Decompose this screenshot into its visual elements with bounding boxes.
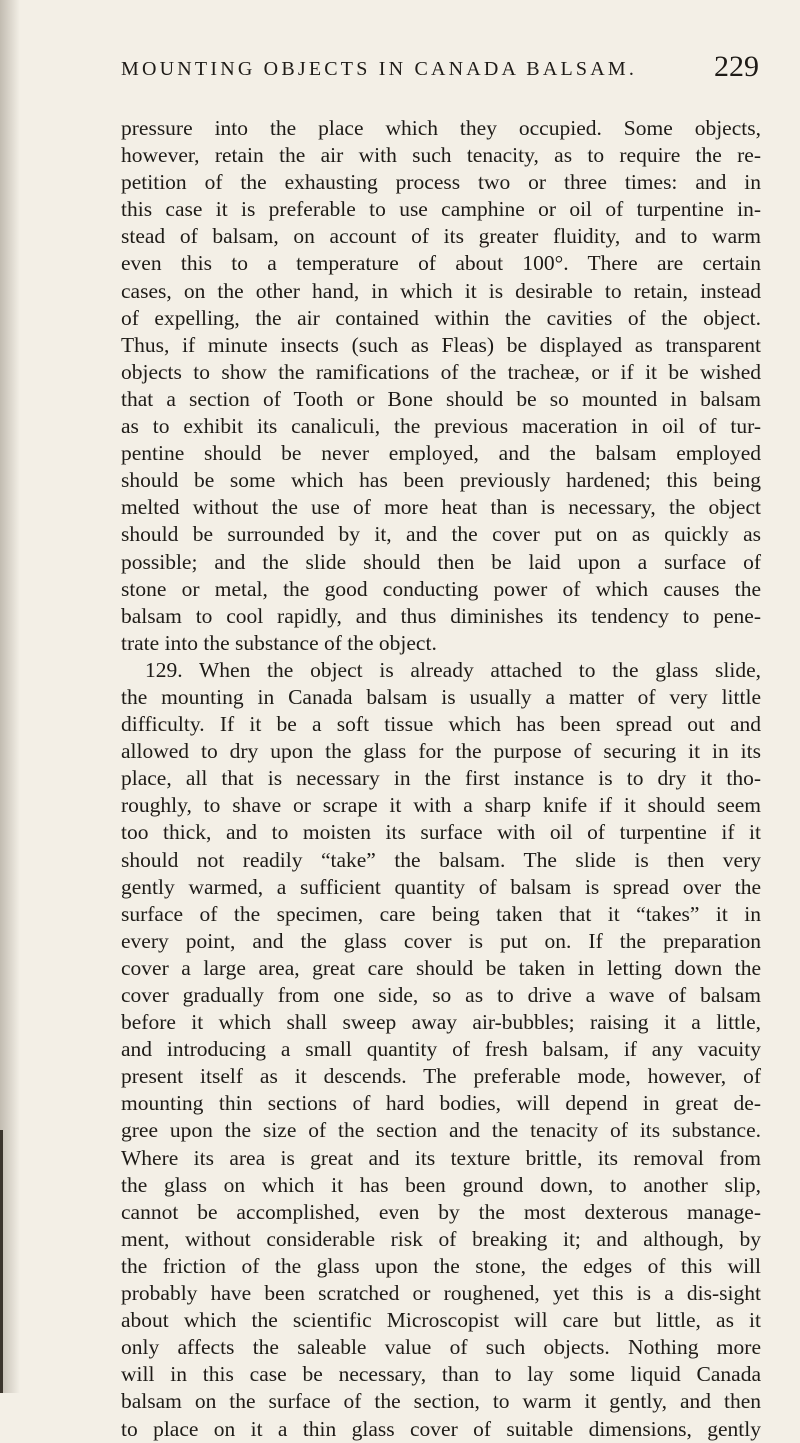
text-line: the mounting in Canada balsam is usually a matter of very little	[121, 684, 761, 709]
text-line: this case it is preferable to use camphine or oil of turpentine in-	[121, 197, 761, 222]
text-line: as to exhibit its canaliculi, the previous maceration in oil of tur-	[121, 414, 761, 439]
text-line: probably have been scratched or roughened, yet this is a dis-sight	[121, 1281, 761, 1306]
text-line: stone or metal, the good conducting power of which causes the	[121, 576, 761, 601]
text-line: cover a large area, great care should be taken in letting down the	[121, 955, 761, 980]
text-line: Where its area is great and its texture brittle, its removal from	[121, 1145, 761, 1170]
text-line: even this to a temperature of about 100°. There are certain	[121, 251, 761, 276]
text-line: about which the scientific Microscopist will care but little, as it	[121, 1308, 761, 1333]
text-line: every point, and the glass cover is put on. If the preparation	[121, 928, 761, 953]
text-line: ment, without considerable risk of breaking it; and although, by	[121, 1226, 761, 1251]
gutter-mark	[0, 1130, 3, 1393]
text-line: only affects the saleable value of such objects. Nothing more	[121, 1335, 761, 1360]
text-line: before it which shall sweep away air-bubbles; raising it a little,	[121, 1010, 761, 1035]
text-line: balsam on the surface of the section, to warm it gently, and then	[121, 1389, 761, 1414]
text-line: cannot be accomplished, even by the most dexterous manage-	[121, 1199, 761, 1224]
text-line: the glass on which it has been ground down, to another slip,	[121, 1172, 761, 1197]
text-line: should be some which has been previously hardened; this being	[121, 468, 761, 493]
text-line: however, retain the air with such tenacity, as to require the re-	[121, 143, 761, 168]
text-line: melted without the use of more heat than is necessary, the object	[121, 495, 761, 520]
text-line: allowed to dry upon the glass for the purpose of securing it in its	[121, 739, 761, 764]
text-line: and introducing a small quantity of fresh balsam, if any vacuity	[121, 1037, 761, 1062]
text-line: that a section of Tooth or Bone should be so mounted in balsam	[121, 386, 761, 411]
text-line: present itself as it descends. The preferable mode, however, of	[121, 1064, 761, 1089]
text-line: should be surrounded by it, and the cover put on as quickly as	[121, 522, 761, 547]
text-line: should not readily “take” the balsam. The slide is then very	[121, 847, 761, 872]
text-line: place, all that is necessary in the first instance is to dry it tho-	[121, 766, 761, 791]
body-text	[121, 115, 761, 1443]
text-line: the friction of the glass upon the stone, the edges of this will	[121, 1253, 761, 1278]
text-line: objects to show the ramifications of the tracheæ, or if it be wished	[121, 359, 761, 384]
text-line: cover gradually from one side, so as to drive a wave of balsam	[121, 983, 761, 1007]
text-line: surface of the specimen, care being taken that it “takes” it in	[121, 901, 761, 926]
text-line: gree upon the size of the section and the tenacity of its substance.	[121, 1118, 761, 1143]
spine-shadow	[0, 0, 20, 1393]
section-start-line: 129. When the object is already attached to the glass slide,	[145, 657, 761, 682]
page-number: 229	[714, 50, 759, 83]
text-line: gently warmed, a sufficient quantity of balsam is spread over the	[121, 874, 761, 899]
text-line: difficulty. If it be a soft tissue which has been spread out and	[121, 712, 761, 737]
text-line: mounting thin sections of hard bodies, will depend in great de-	[121, 1091, 761, 1116]
text-line: pressure into the place which they occupied. Some objects,	[121, 116, 761, 140]
text-line: Thus, if minute insects (such as Fleas) be displayed as transparent	[121, 332, 761, 357]
text-line: of expelling, the air contained within the cavities of the object.	[121, 305, 761, 330]
text-line: too thick, and to moisten its surface with oil of turpentine if it	[121, 820, 761, 845]
paragraph-end-line: trate into the substance of the object.	[121, 630, 437, 655]
text-line: roughly, to shave or scrape it with a sharp knife if it should seem	[121, 793, 761, 818]
text-line: cases, on the other hand, in which it is desirable to retain, instead	[121, 278, 761, 303]
text-line: will in this case be necessary, than to lay some liquid Canada	[121, 1362, 761, 1387]
text-line: stead of balsam, on account of its greater fluidity, and to warm	[121, 224, 761, 249]
text-line: balsam to cool rapidly, and thus diminishes its tendency to pene-	[121, 603, 761, 628]
running-head	[121, 52, 759, 96]
text-line: to place on it a thin glass cover of suitable dimensions, gently	[121, 1416, 761, 1441]
text-line: petition of the exhausting process two or three times: and in	[121, 170, 761, 195]
text-line: pentine should be never employed, and the balsam employed	[121, 441, 761, 466]
text-line: possible; and the slide should then be laid upon a surface of	[121, 549, 761, 574]
running-title: MOUNTING OBJECTS IN CANADA BALSAM.	[121, 58, 638, 80]
